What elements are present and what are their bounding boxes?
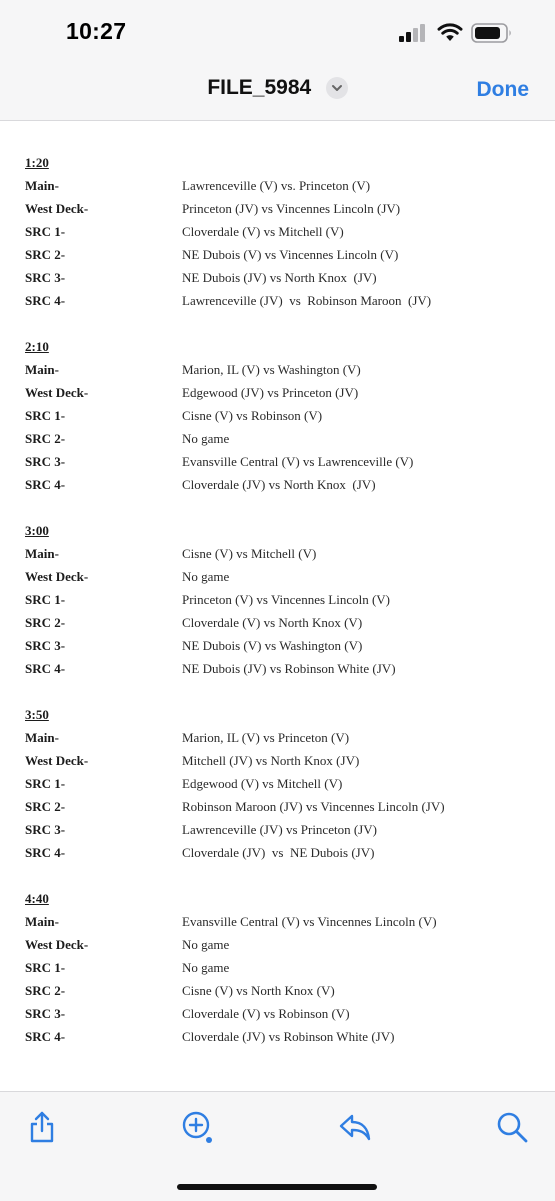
court-label: West Deck- — [25, 201, 89, 216]
court-label: SRC 4- — [25, 845, 66, 860]
court-label: Main- — [25, 546, 59, 561]
game-text: Princeton (V) vs Vincennes Lincoln (V) — [182, 592, 391, 607]
court-label: West Deck- — [25, 753, 89, 768]
game-text: Cisne (V) vs North Knox (V) — [182, 983, 335, 998]
court-label: SRC 2- — [25, 615, 66, 630]
time-block — [25, 336, 535, 496]
court-label: Main- — [25, 914, 59, 929]
schedule-row — [25, 427, 535, 450]
schedule-row — [25, 749, 535, 772]
status-bar — [0, 0, 555, 62]
court-label: SRC 3- — [25, 1006, 66, 1021]
schedule-row — [25, 565, 535, 588]
game-text: Lawrenceville (JV) vs Princeton (JV) — [182, 822, 377, 837]
schedule-row — [25, 542, 535, 565]
court-label: SRC 3- — [25, 638, 66, 653]
court-label: West Deck- — [25, 937, 89, 952]
game-text: NE Dubois (V) vs Vincennes Lincoln (V) — [182, 247, 399, 262]
game-text: NE Dubois (JV) vs Robinson White (JV) — [182, 661, 396, 676]
court-label: SRC 2- — [25, 799, 66, 814]
game-text: Cisne (V) vs Mitchell (V) — [182, 546, 317, 561]
court-label: SRC 1- — [25, 776, 66, 791]
schedule-row — [25, 979, 535, 1002]
schedule-row — [25, 795, 535, 818]
game-text: Lawrenceville (V) vs. Princeton (V) — [182, 178, 371, 193]
game-text: Princeton (JV) vs Vincennes Lincoln (JV) — [182, 201, 401, 216]
schedule-row — [25, 197, 535, 220]
block-time: 3:00 — [25, 523, 49, 538]
court-label: SRC 2- — [25, 247, 66, 262]
game-text: Cloverdale (JV) vs North Knox (JV) — [182, 477, 376, 492]
court-label: West Deck- — [25, 569, 89, 584]
block-time: 3:50 — [25, 707, 49, 722]
schedule-row — [25, 611, 535, 634]
game-text: Marion, IL (V) vs Washington (V) — [182, 362, 361, 377]
court-label: SRC 1- — [25, 224, 66, 239]
block-time: 4:40 — [25, 891, 49, 906]
schedule-row — [25, 473, 535, 496]
cellular-signal-icon — [398, 23, 428, 43]
court-label: SRC 4- — [25, 661, 66, 676]
schedule-row — [25, 841, 535, 864]
wifi-icon — [437, 22, 463, 42]
court-label: SRC 3- — [25, 822, 66, 837]
block-time: 1:20 — [25, 155, 49, 170]
schedule-row — [25, 450, 535, 473]
game-text: Cloverdale (V) vs Mitchell (V) — [182, 224, 344, 239]
battery-icon — [471, 22, 513, 44]
schedule-row — [25, 289, 535, 312]
game-text: NE Dubois (V) vs Washington (V) — [182, 638, 363, 653]
court-label: SRC 1- — [25, 960, 66, 975]
court-label: SRC 4- — [25, 477, 66, 492]
reply-icon[interactable] — [338, 1110, 372, 1144]
game-text: Lawrenceville (JV) vs Robinson Maroon (JV) — [182, 293, 432, 308]
document-view[interactable] — [0, 121, 555, 1091]
game-text: Marion, IL (V) vs Princeton (V) — [182, 730, 350, 745]
done-button[interactable]: Done — [476, 78, 529, 101]
game-text: Evansville Central (V) vs Lawrenceville (V) — [182, 454, 414, 469]
time-block — [25, 520, 535, 680]
schedule-row — [25, 634, 535, 657]
court-label: SRC 2- — [25, 983, 66, 998]
schedule-row — [25, 266, 535, 289]
court-label: Main- — [25, 178, 59, 193]
court-label: SRC 3- — [25, 270, 66, 285]
court-label: Main- — [25, 730, 59, 745]
court-label: Main- — [25, 362, 59, 377]
schedule-row — [25, 1025, 535, 1048]
schedule-row — [25, 243, 535, 266]
schedule-row — [25, 818, 535, 841]
time-block — [25, 704, 535, 864]
schedule-row — [25, 174, 535, 197]
court-label: SRC 3- — [25, 454, 66, 469]
game-text: NE Dubois (JV) vs North Knox (JV) — [182, 270, 377, 285]
game-text: Edgewood (JV) vs Princeton (JV) — [182, 385, 359, 400]
schedule-row — [25, 726, 535, 749]
game-text: No game — [182, 431, 230, 446]
status-time: 10:27 — [66, 18, 127, 44]
schedule-row — [25, 358, 535, 381]
schedule-row — [25, 657, 535, 680]
schedule-row — [25, 381, 535, 404]
nav-bar — [0, 62, 555, 121]
game-text: Cloverdale (JV) vs NE Dubois (JV) — [182, 845, 375, 860]
game-text: Cloverdale (V) vs Robinson (V) — [182, 1006, 350, 1021]
title-menu[interactable] — [0, 76, 555, 100]
court-label: SRC 1- — [25, 592, 66, 607]
schedule-row — [25, 933, 535, 956]
share-icon[interactable] — [25, 1110, 59, 1144]
game-text: Cisne (V) vs Robinson (V) — [182, 408, 323, 423]
court-label: SRC 1- — [25, 408, 66, 423]
game-text: Robinson Maroon (JV) vs Vincennes Lincoln (JV) — [182, 799, 445, 814]
schedule-row — [25, 588, 535, 611]
game-text: No game — [182, 937, 230, 952]
chevron-down-icon[interactable] — [326, 77, 348, 99]
court-label: SRC 2- — [25, 431, 66, 446]
court-label: SRC 4- — [25, 1029, 66, 1044]
game-text: Cloverdale (JV) vs Robinson White (JV) — [182, 1029, 395, 1044]
time-block — [25, 888, 535, 1048]
game-text: Cloverdale (V) vs North Knox (V) — [182, 615, 363, 630]
schedule-row — [25, 910, 535, 933]
court-label: SRC 4- — [25, 293, 66, 308]
game-text: Mitchell (JV) vs North Knox (JV) — [182, 753, 360, 768]
schedule-row — [25, 956, 535, 979]
file-title: FILE_5984 — [207, 76, 312, 99]
markup-icon[interactable] — [180, 1110, 214, 1144]
game-text: Evansville Central (V) vs Vincennes Lincoln (V) — [182, 914, 437, 929]
home-indicator[interactable] — [177, 1184, 377, 1190]
time-block — [25, 152, 535, 312]
schedule-row — [25, 220, 535, 243]
search-icon[interactable] — [495, 1110, 529, 1144]
schedule-row — [25, 772, 535, 795]
game-text: Edgewood (V) vs Mitchell (V) — [182, 776, 343, 791]
schedule-row — [25, 404, 535, 427]
game-text: No game — [182, 569, 230, 584]
block-time: 2:10 — [25, 339, 49, 354]
court-label: West Deck- — [25, 385, 89, 400]
game-text: No game — [182, 960, 230, 975]
schedule-row — [25, 1002, 535, 1025]
